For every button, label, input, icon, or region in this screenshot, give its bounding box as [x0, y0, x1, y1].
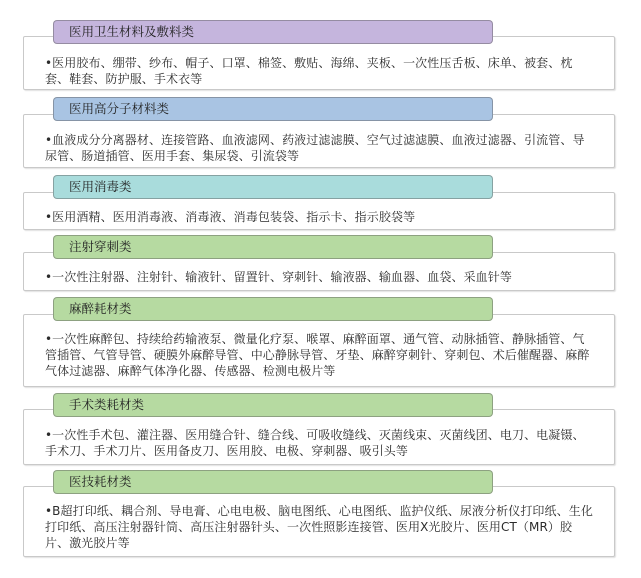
category-anesthesia-consumables [23, 297, 617, 387]
category-injection-puncture [23, 235, 617, 291]
category-items-box [23, 114, 615, 168]
category-items-text: •一次性注射器、注射针、输液针、留置针、穿刺针、输液器、输血器、血袋、采血针等 [45, 270, 512, 284]
category-items-box [23, 409, 615, 465]
category-title: 手术类耗材类 [53, 393, 493, 417]
category-medical-hygiene-dressings [23, 20, 617, 90]
category-medical-technology-consumables [23, 470, 617, 557]
category-title: 医技耗材类 [53, 470, 493, 494]
category-polymer-materials [23, 97, 617, 168]
category-title: 注射穿刺类 [53, 235, 493, 259]
category-disinfection [23, 175, 617, 230]
category-title: 医用高分子材料类 [53, 97, 493, 121]
category-items-text: •医用胶布、绷带、纱布、帽子、口罩、棉签、敷贴、海绵、夹板、一次性压舌板、床单、被套、枕套、鞋套、防护服、手术衣等 [45, 56, 573, 86]
category-items-text: •血液成分分离器材、连接管路、血液滤网、药液过滤滤膜、空气过滤滤膜、血液过滤器、引流管、导尿管、肠道插管、医用手套、集尿袋、引流袋等 [45, 133, 585, 163]
category-items-box [23, 314, 615, 387]
category-items-box [23, 486, 615, 557]
category-surgical-consumables [23, 393, 617, 465]
category-items-text: •B超打印纸、耦合剂、导电膏、心电电极、脑电图纸、心电图纸、监护仪纸、尿液分析仪打印纸、生化打印纸、高压注射器针筒、高压注射器针头、一次性照影连接管、医用X光胶片、医用CT（MR）胶片、激光胶片等 [45, 504, 593, 550]
category-title: 医用卫生材料及敷料类 [53, 20, 493, 44]
category-title: 麻醉耗材类 [53, 297, 493, 321]
category-items-text: •医用酒精、医用消毒液、消毒液、消毒包装袋、指示卡、指示胶袋等 [45, 210, 416, 224]
category-title: 医用消毒类 [53, 175, 493, 199]
category-items-text: •一次性麻醉包、持续给药输液泵、微量化疗泵、喉罩、麻醉面罩、通气管、动脉插管、静脉插管、气管插管、气管导管、硬膜外麻醉导管、中心静脉导管、牙垫、麻醉穿刺针、穿刺包、术后催醒器、麻醉气体过滤器、麻醉气体净化器、传感器、检测电极片等 [45, 332, 590, 378]
category-items-box [23, 36, 615, 90]
category-items-text: •一次性手术包、灌注器、医用缝合针、缝合线、可吸收缝线、灭菌线束、灭菌线团、电刀、电凝镊、手术刀、手术刀片、医用备皮刀、医用胶、电极、穿刺器、吸引头等 [45, 428, 585, 458]
